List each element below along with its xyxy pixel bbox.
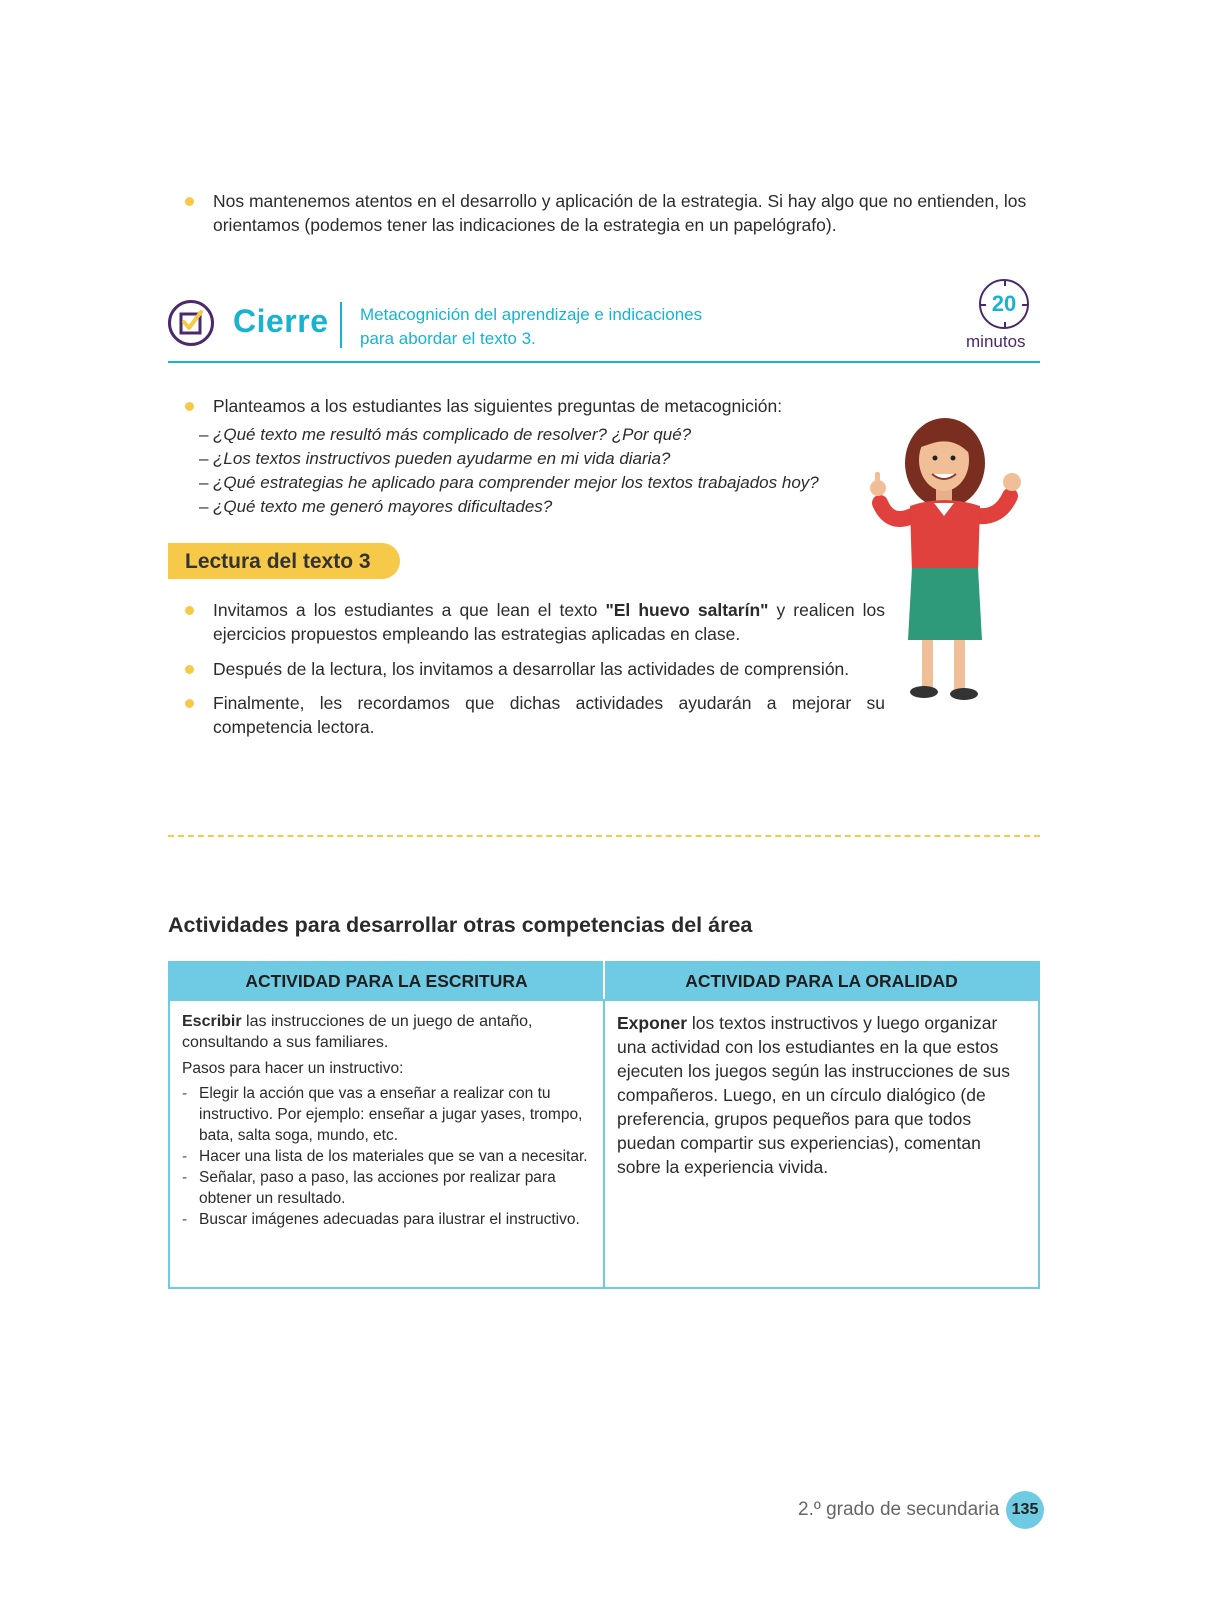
list-item: - Señalar, paso a paso, las acciones por realizar para obtener un resultado. <box>182 1169 556 1207</box>
timer-value: 20 <box>991 291 1017 316</box>
metacognicion-intro: Planteamos a los estudiantes las siguientes preguntas de metacognición: <box>213 396 783 416</box>
list-item: - Hacer una lista de los materiales que se van a necesitar. <box>182 1148 588 1165</box>
exponer-bold: Exponer <box>617 1013 688 1033</box>
header-escritura: ACTIVIDAD PARA LA ESCRITURA <box>169 962 604 1000</box>
lectura-bullet-3: Finalmente, les recordamos que dichas actividades ayudarán a mejorar su competencia lectora. <box>185 691 885 741</box>
lectura-label <box>168 543 400 579</box>
cell-escritura: Escribir las instrucciones de un juego de antaño, consultando a sus familiares. Pasos para hacer un instructivo: - Elegir la acción que vas a enseñar a realizar con tu instructivo. Por ejemplo: enseñar a jugar yases, trompo, bata, salta soga, mundo, etc. - Hacer una lista de los materiales que se van a necesitar. - Señalar, paso a paso, las acciones por realizar para obtener un resultado. - Buscar imágenes adecuadas para ilustrar el instructivo. <box>169 1000 604 1288</box>
question-item: – ¿Qué texto me resultó más complicado de resolver? ¿Por qué? <box>199 425 692 444</box>
table-header-row <box>169 962 1039 1000</box>
cierre-subtitle-line2: para abordar el texto 3. <box>360 329 536 348</box>
escribir-bold: Escribir <box>182 1013 242 1030</box>
cell-oralidad: Exponer los textos instructivos y luego organizar una actividad con los estudiantes en la que estos ejecuten los juegos según las instrucciones de sus compañeros. Luego, en un círculo dialógico (de preferencia, grupos pequeños para que todos puedan compartir sus experiencias), comentan sobre la experiencia vivida. <box>604 1000 1039 1288</box>
timer-unit: minutos <box>966 332 1026 351</box>
cierre-subtitle-line1: Metacognición del aprendizaje e indicaciones <box>360 305 703 324</box>
bullet-dot <box>185 665 194 674</box>
question-item: – ¿Los textos instructivos pueden ayudarme en mi vida diaria? <box>199 449 671 468</box>
list-item: - Buscar imágenes adecuadas para ilustrar el instructivo. <box>182 1211 580 1228</box>
page-number: 135 <box>1006 1491 1044 1529</box>
actividades-table <box>168 961 1040 1289</box>
bullet-dot <box>185 197 194 206</box>
timer-tick <box>1004 322 1006 328</box>
list-item: - Elegir la acción que vas a enseñar a realizar con tu instructivo. Por ejemplo: enseñar a jugar yases, trompo, bata, salta soga, mundo, etc. <box>182 1085 583 1144</box>
steps-list <box>182 1083 591 1230</box>
table-row <box>169 1000 1039 1288</box>
teacher-illustration <box>860 408 1035 713</box>
cierre-subtitle <box>360 303 780 351</box>
intro-bullet-text: Nos mantenemos atentos en el desarrollo y aplicación de la estrategia. Si hay algo que no entienden, los orientamos (podemos tener las indicaciones de la estrategia en un papelógrafo). <box>213 191 1027 235</box>
cierre-title: Cierre <box>233 303 329 339</box>
question-item: – ¿Qué texto me generó mayores dificultades? <box>199 497 553 516</box>
pasos-title: Pasos para hacer un instructivo: <box>182 1060 404 1077</box>
actividades-title: Actividades para desarrollar otras competencias del área <box>168 913 753 937</box>
metacognicion-bullet <box>185 394 835 420</box>
text-title-bold: "El huevo saltarín" <box>605 600 769 620</box>
bullet-dot <box>185 606 194 615</box>
timer-icon <box>979 279 1029 329</box>
lectura-bullet-2: Después de la lectura, los invitamos a desarrollar las actividades de comprensión. <box>185 657 885 683</box>
cierre-divider <box>340 302 342 348</box>
timer-tick <box>1004 280 1006 286</box>
header-underline <box>168 361 1040 363</box>
bullet-dot <box>185 699 194 708</box>
dashed-divider <box>168 835 1040 837</box>
lectura-title: Lectura del texto 3 <box>185 550 371 573</box>
grade-label: 2.º grado de secundaria <box>798 1499 1000 1520</box>
header-oralidad: ACTIVIDAD PARA LA ORALIDAD <box>604 962 1039 1000</box>
checkbox-icon <box>168 300 214 346</box>
question-item: – ¿Qué estrategias he aplicado para comprender mejor los textos trabajados hoy? <box>199 473 819 492</box>
bullet-dot <box>185 402 194 411</box>
intro-bullet <box>185 189 1035 239</box>
lectura-bullet-1: Invitamos a los estudiantes a que lean el texto "El huevo saltarín" y realicen los ejercicios propuestos empleando las estrategias aplicadas en clase. <box>185 598 885 648</box>
